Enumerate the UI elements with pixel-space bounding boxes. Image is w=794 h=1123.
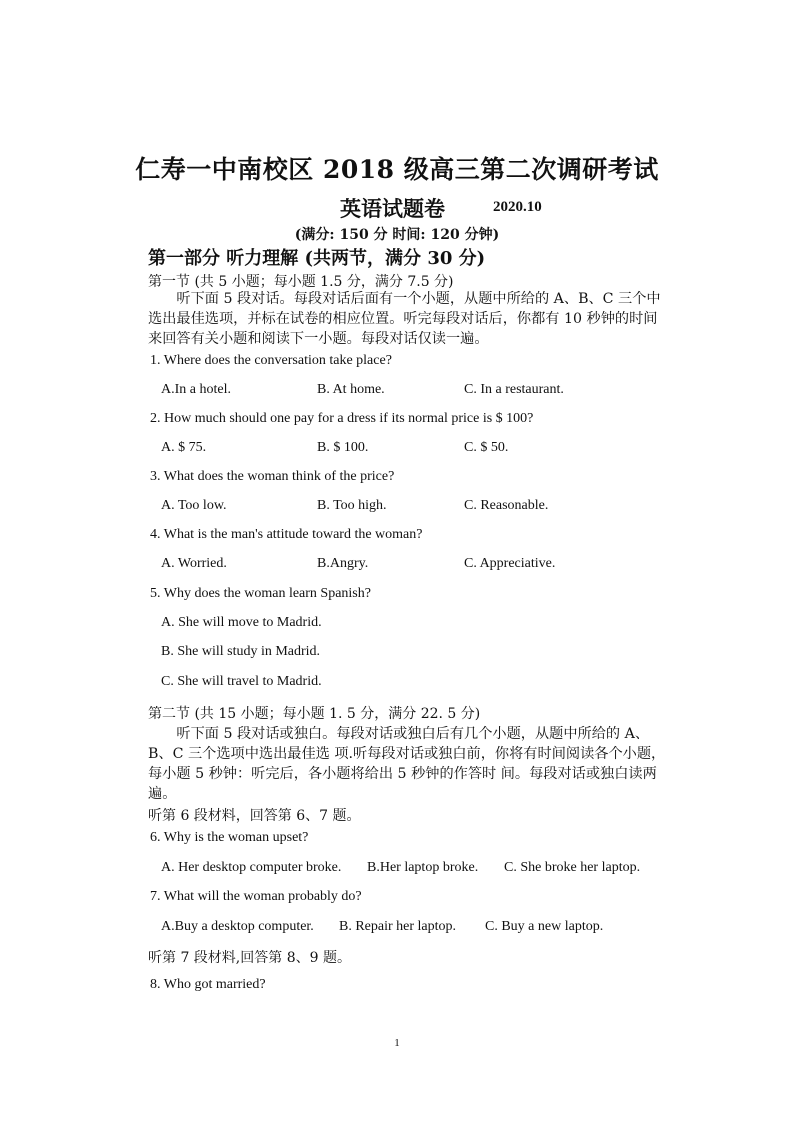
q5-option-c: C. She will travel to Madrid. [161,674,322,689]
question-5: 5. Why does the woman learn Spanish? [150,586,371,601]
q2-option-a: A. $ 75. [161,440,207,455]
q6-option-b: B.Her laptop broke. [367,860,479,875]
q6-option-c: C. She broke her laptop. [504,860,641,875]
section1-instructions: 听下面 5 段对话。每段对话后面有一个小题，从题中所给的 A、B、C 三个中选出最佳选项，并标在试卷的相应位置。听完每段对话后，你都有 10 秒钟的时间来回答有关小题和阅读下一小题。每段对话仅读一遍。 [148,291,661,347]
question-1: 1. Where does the conversation take place? [150,353,392,368]
q3-option-a: A. Too low. [161,498,227,513]
part1-heading: 第一部分 听力理解 (共两节，满分 30 分) [148,248,486,269]
q2-option-b: B. $ 100. [317,440,369,455]
exam-meta: (满分: 150 分 时间: 120 分钟) [294,227,500,243]
q5-option-a: A. She will move to Madrid. [161,615,322,630]
q1-option-a: A.In a hotel. [161,382,231,397]
question-8: 8. Who got married? [150,977,266,992]
q3-option-b: B. Too high. [317,498,387,513]
q1-option-b: B. At home. [317,382,385,397]
q4-option-c: C. Appreciative. [464,556,556,571]
question-6: 6. Why is the woman upset? [150,830,309,845]
question-3: 3. What does the woman think of the price? [150,469,395,484]
section2-note-6: 听第 6 段材料，回答第 6、7 题。 [148,808,361,824]
exam-title: 仁寿一中南校区 2018 级高三第二次调研考试 [135,155,659,184]
question-2: 2. How much should one pay for a dress if its normal price is $ 100? [150,411,534,426]
question-4: 4. What is the man's attitude toward the woman? [150,527,423,542]
q1-option-c: C. In a restaurant. [464,382,564,397]
exam-date: 2020.10 [493,199,542,215]
q2-option-c: C. $ 50. [464,440,509,455]
section2-note-7: 听第 7 段材料,回答第 8、9 题。 [148,950,351,966]
section2-heading: 第二节 (共 15 小题；每小题 1. 5 分，满分 22. 5 分) [148,706,481,722]
q7-option-a: A.Buy a desktop computer. [161,919,314,934]
q4-option-a: A. Worried. [161,556,227,571]
page-number: 1 [394,1037,400,1049]
exam-subtitle: 英语试题卷 [340,196,445,221]
q4-option-b: B.Angry. [317,556,369,571]
q5-option-b: B. She will study in Madrid. [161,644,321,659]
section1-heading: 第一节 (共 5 小题；每小题 1.5 分，满分 7.5 分) [148,274,454,290]
q7-option-b: B. Repair her laptop. [339,919,457,934]
section2-instructions: 听下面 5 段对话或独白。每段对话或独白后有几个小题，从题中所给的 A、B、C 三个选项中选出最佳选 项.听每段对话或独白前，你将有时间阅读各个小题，每小题 5 秒钟：听完后，各小题将给出 5 秒钟的作答时 间。每段对话或独白读两遍。 [148,726,666,802]
question-7: 7. What will the woman probably do? [150,889,362,904]
q3-option-c: C. Reasonable. [464,498,549,513]
q7-option-c: C. Buy a new laptop. [485,919,604,934]
q6-option-a: A. Her desktop computer broke. [161,860,342,875]
